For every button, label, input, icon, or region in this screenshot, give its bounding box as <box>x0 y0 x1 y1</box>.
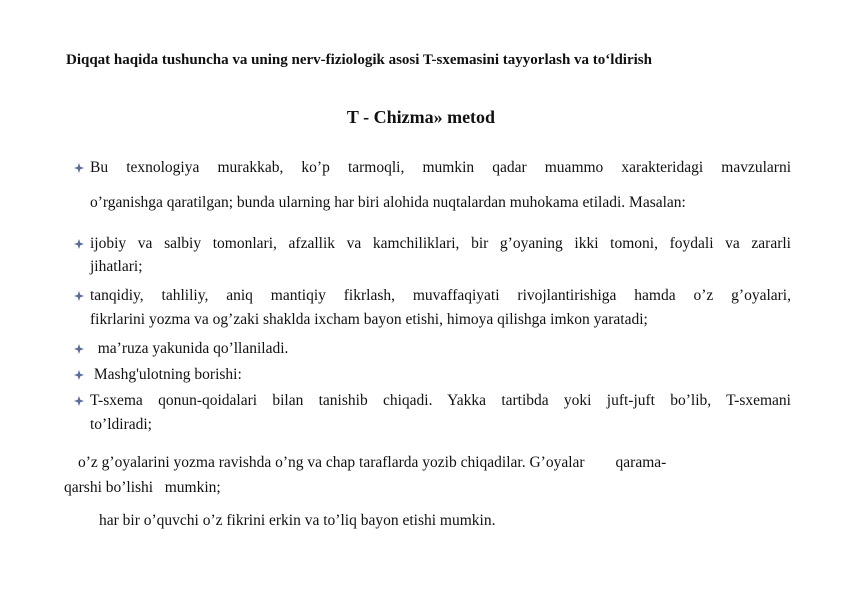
diamond-bullet-icon <box>74 364 86 386</box>
list-item-text: to’ldiradi; <box>90 416 152 433</box>
paragraph-line: o’z g’oyalarini yozma ravishda o’ng va chap taraflarda yozib chiqadilar. G’oyalar qarama- <box>78 454 667 471</box>
list-item-continuation <box>74 256 791 278</box>
list-item-text: jihatlari; <box>90 258 143 275</box>
paragraph: har bir o’quvchi o’z fikrini erkin va to’liq bayon etishi mumkin. <box>99 512 496 529</box>
list-item <box>74 338 791 360</box>
list-item <box>74 390 791 412</box>
list-item-text: Mashg'ulotning borishi: <box>90 366 242 383</box>
list-item-continuation <box>74 309 791 331</box>
diamond-bullet-icon <box>74 157 86 179</box>
list-item-text: T-sxema qonun-qoidalari bilan tanishib chiqadi. Yakka tartibda yoki juft-juft bo’lib, T-sxemani <box>90 392 791 409</box>
list-item-text: tanqidiy, tahliliy, aniq mantiqiy fikrlash, muvaffaqiyati rivojlantirishiga hamda o’z g’oyalari, <box>90 287 791 304</box>
list-item-text: Bu texnologiya murakkab, ko’p tarmoqli, mumkin qadar muammo xarakteridagi mavzularni <box>90 159 791 176</box>
list-item-text: o’rganishga qaratilgan; bunda ularning har biri alohida nuqtalardan muhokama etiladi. Masalan: <box>90 194 686 211</box>
paragraph-line: qarshi bo’lishi mumkin; <box>64 479 221 496</box>
list-item-text: ijobiy va salbiy tomonlari, afzallik va kamchiliklari, bir g’oyaning ikki tomoni, foydali va zararli <box>90 235 791 252</box>
diamond-bullet-icon <box>74 338 86 360</box>
list-item-continuation <box>74 414 791 436</box>
list-item-text: ma’ruza yakunida qo’llaniladi. <box>90 340 289 357</box>
diamond-bullet-icon <box>74 233 86 255</box>
list-item <box>74 157 791 179</box>
list-item-continuation <box>74 192 791 214</box>
page-header: Diqqat haqida tushuncha va uning nerv-fiziologik asosi T-sxemasini tayyorlash va to‘ldirish <box>66 52 652 68</box>
diamond-bullet-icon <box>74 390 86 412</box>
list-item <box>74 285 791 307</box>
list-item <box>74 233 791 255</box>
list-item-text: fikrlarini yozma va og’zaki shaklda ixcham bayon etishi, himoya qilishga imkon yaratadi; <box>90 311 648 328</box>
page-title: T - Chizma» metod <box>346 107 496 127</box>
list-item <box>74 364 791 386</box>
diamond-bullet-icon <box>74 285 86 307</box>
